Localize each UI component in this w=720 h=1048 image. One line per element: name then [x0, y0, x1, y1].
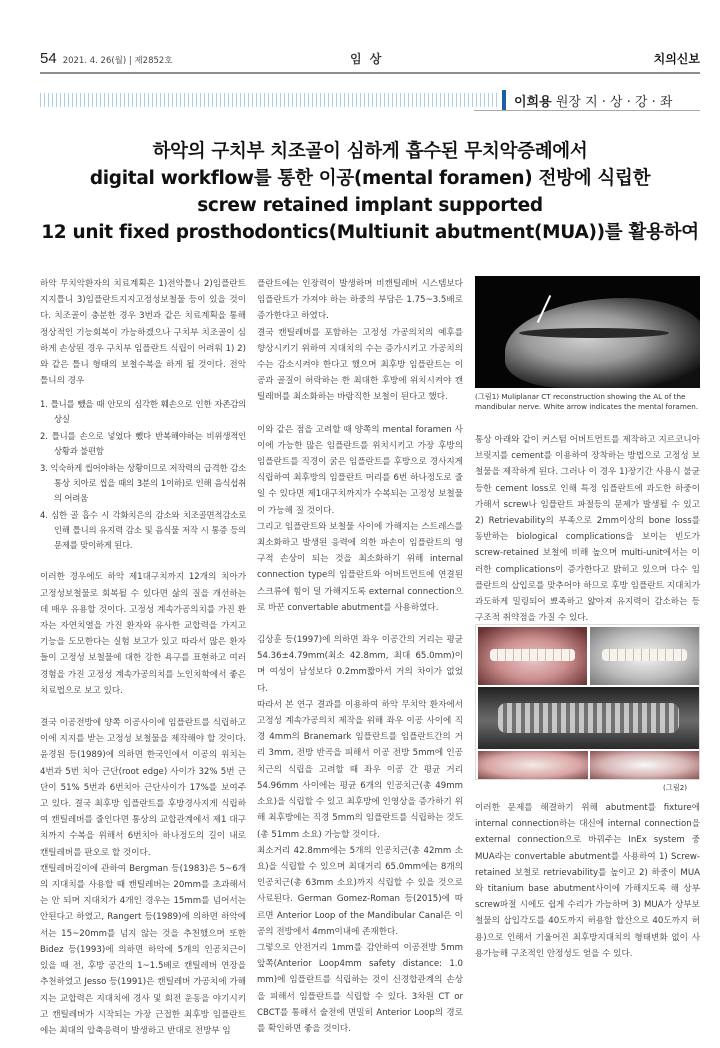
series-underline	[474, 110, 700, 111]
prosthesis-teeth	[490, 649, 575, 661]
headline-line: screw retained implant supported	[197, 195, 543, 216]
paragraph: 이와 같은 점을 고려할 때 양쪽의 mental foramen 사이에 가능한 많은 임플란트를 위치시키고 가장 후방의 임플란트를 직경이 굵은 임플란트를 후방으로 경사지게 식립하여 최후방의 임플란트 머리를 6번 하나정도로 줄일 수 있다면 제1대구치까지가 수복되는 고정성 보철물이 가능해 질 것이다.	[257, 424, 463, 516]
mandible-bone	[505, 298, 700, 388]
paragraph: 플란트에는 인장력이 발생하며 비캔틸레버 시스템보다 임플란트가 가져야 하는 하중의 부담은 1.75~3.5배로 증가한다고 하였다.	[257, 279, 463, 322]
xray-dentition	[498, 703, 679, 733]
list-item: 2. 틀니를 손으로 넣었다 뺐다 반복해야하는 비위생적인 상황과 불편함	[40, 431, 246, 457]
newspaper-name: 치의신보	[653, 52, 700, 66]
column-2	[257, 276, 463, 1037]
list-item: 1. 틀니를 뺐을 때 안모의 심각한 훼손으로 인한 자존감의 상실	[40, 399, 246, 425]
headline-line: 12 unit fixed prosthodontics(Multiunit abutment(MUA))를 활용하여	[41, 222, 699, 243]
paragraph: 캔틸레버길이에 관하여 Bergman 등(1983)은 5~6개의 지대치를 사용할 때 캔틸레버는 20mm를 초과해서는 안 되며 지대치가 4개인 경우는 15mm를 넘어서는 안된다고 하였고, Rangert 등(1989)에 의하면 하악에서는 15~20mm를 넘지 않는 것을 추천했으며 또한 Bidez 등(1993)에 의하면 하악에 5개의 인공치근이 있을 때 전, 후방 공간의 1~1.5배로 캔틸레버 연장을 추천하였고 Jesso 등(1991)은 캔틸레버 가공치에 가해지는 교합력은 지대치에 경사 및 회전 운동을 야기시키고 캔틸레버가 시작되는 가장 근접한 최후방 임플란트에는 최대의 압축응력이 발생하고 반대로 전방부 임	[40, 863, 246, 1036]
masthead	[40, 50, 700, 70]
issue-info: 2021. 4. 26(월) | 제2852호	[62, 56, 173, 66]
paragraph: 이러한 경우에도 하악 제1대구치까지 12개의 치아가 고정성보철물로 회복될 수 있다면 삶의 질을 개선하는데 매우 유용할 것이다. 고정성 계속가공의치를 가진 환자는 자연치열을 가진 환자와 유사한 교합력을 가지고 기능을 도모한다는 실험 보고가 있고 따라서 많은 환자들이 고정성 보철물에 대한 강한 욕구를 표현하고 여러 경험을 가진 고정성 계속가공의치를 노인치학에서 좋은 치료법으로 보고 있다.	[40, 572, 246, 696]
accent-bar	[502, 90, 506, 110]
list-item: 4. 심한 골 흡수 시 각화치은의 감소와 치조골면적감소로 인해 틀니의 유지력 감소 및 음식물 저작 시 통증 등의 문제를 맞이하게 된다.	[40, 510, 246, 551]
article-headline	[40, 138, 700, 246]
section-name: 임 상	[350, 52, 384, 66]
headline-line: digital workflow를 통한 이공(mental foramen) 전방에 식립한	[89, 168, 651, 189]
paragraph: 따라서 본 연구 결과를 이용하여 하악 무치악 환자에서 고정성 계속가공의치 제작을 위해 좌우 이공 사이에 직경 4mm의 Branemark 임플란트를 임플란트간의 거리 3mm, 전방 반곡을 피해서 이공 전방 5mm에 인공치근의 식립을 고려할 때 좌우 이공 간 평균 거리 54.96mm 사이에는 평균 6개의 인공치근(총 49mm 소요)을 식립할 수 있고 최후방에 인영상을 증가하기 위해 최후방에는 직경 5mm의 임플란트를 식립하는 것도(총 51mm 소요) 가능할 것이다.	[257, 699, 463, 840]
masthead-left	[40, 50, 173, 67]
paragraph: 결국 캔틸레버를 포함하는 고정성 가공의치의 예후를 향상시키기 위하여 지대치의 수는 증가시키고 가공치의 수는 감소시켜야 한다고 했으며 최후방 임플란트는 이공과 골질이 허락하는 한 최대한 후방에 위치시켜야 캔틸레버를 최소화하는 바람직한 보철이 된다고 했다.	[257, 327, 463, 403]
intraoral-photo	[478, 627, 587, 685]
series-label: 원장 지 · 상 · 강 · 좌	[551, 95, 673, 110]
column-1	[40, 276, 246, 1039]
masthead-rule	[40, 72, 700, 74]
figure-2-caption: (그림2)	[663, 783, 688, 792]
figure-1-caption: (그림1) Muliplanar CT reconstruction showing the AL of the mandibular nerve. White arrow indicates the mental foramen.	[475, 392, 699, 411]
prosthesis-teeth	[602, 649, 687, 661]
ct-scan-image	[475, 276, 700, 388]
author-name: 이희용	[514, 95, 552, 110]
reason-list	[40, 397, 246, 553]
column-3	[475, 432, 700, 626]
panoramic-xray	[478, 687, 699, 749]
headline-line: 하악의 구치부 치조골이 심하게 흡수된 무치악증례에서	[152, 141, 588, 162]
intraoral-photo	[590, 751, 699, 779]
series-title	[514, 91, 673, 110]
paragraph: 하악 무치악환자의 치료계획은 1)전악틀니 2)임플란트지지틀니 3)임플란트지지고정성보철물 등이 있을 것이다. 치조골이 충분한 경우 3번과 같은 치료계획을 통해 정상적인 기능회복이 가능하겠으나 구치부 치조골이 심하게 손상된 경우 구치부 임플란트 식립이 어려워 1) 2)와 같은 틀니 형태의 보철수복을 하게 될 것이다. 전악틀니의 경우	[40, 279, 246, 387]
clinical-photo-grid	[475, 624, 700, 780]
paragraph: 결국 이공전방에 양쪽 이공사이에 임플란트를 식립하고 이에 지지를 받는 고정성 보철물을 제작해야 할 것이다. 윤경원 등(1989)에 의하면 한국인에서 이공의 위치는 4번과 5번 치아 근단(root edge) 사이가 32% 5번 근단이 51% 5번과 6번치아 근단사이가 17%를 보여주고 있다. 결국 최후방 임플란트를 후방경사지게 식립하여 캔틸레버를 줄인다면 통상의 교합관계에서 제1 대구치까지 수복을 위해서 6번치아 하나정도의 길이 내로 캔틸레버를 판오로 할 것이다.	[40, 718, 246, 858]
paragraph: 이러한 문제를 해결하기 위해 abutment를 fixture에 internal connection하는 대신에 internal connection을 external connection으로 바꿔주는 InEx system 중 MUA라는 convertable abutment를 사용하여 1) Screw-retained 보철로 retrievability를 높이고 2) 하중이 MUA와 titanium base abutment사이에 가해지도록 해 상부 screw파절 시에도 쉽게 수리가 가능하며 3) MUA가 상부보철물의 삽입각도를 40도까지 허용함 합산으로 40도까지 허용)으로 인해서 기울어진 최후방지대치의 형태변화 없이 사용가능해 구조적인 안정성도 얻을 수 있다.	[475, 803, 700, 959]
paragraph: 그리고 임플란트와 보철물 사이에 가해지는 스트레스를 최소화하고 발생된 응력에 의한 파손이 임플란트의 영구적 손상이 되는 것을 최소화하기 위해 internal connection type의 임플란트와 어버트먼트에 연결된 스크류에 힘이 덜 가해지도록 external connection으로 바꾼 convertable abutment를 사용하였다.	[257, 521, 463, 613]
nerve-canal	[519, 328, 669, 338]
dotted-pattern	[40, 93, 498, 107]
paragraph: 김상훈 등(1997)에 의하면 좌우 이공간의 거리는 평균 54.36±4.79mm(최소 42.8mm, 최대 65.0mm)이며 여성이 남성보다 0.2mm짧아서 거의 차이가 없었다.	[257, 635, 463, 694]
paragraph: 그렇으로 안전거리 1mm를 감안하여 이공전방 5mm앞쪽(Anterior Loop4mm safety distance: 1.0 mm)에 임플란트를 식립하는 것이 신경합관계의 손상을 피해서 임플란트를 식립할 수 있다. 3차원 CT or CBCT를 통해서 술전에 면밀히 Anterior Loop의 경로를 확인하면 좋을 것이다.	[257, 942, 463, 1034]
paragraph: 통상 아래와 같이 커스텀 어버트먼트를 제작하고 지르코니아 브릿지를 cement를 이용하여 장착하는 방법으로 고정성 보철물을 제작하게 된다. 그러나 이 경우 1)장기간 사용시 불균등한 cement loss로 인해 특정 임플란트에 과도한 하중이 가해서 screw나 임플란트 파절등의 문제가 발생될 수 있고 2) Retrievability의 부족으로 2mm이상의 bone loss를 동반하는 biological complications을 보이는 빈도가 screw-retained 보철에 비해 높으며 multi-unit에서는 이러한 complications이 증가한다고 밝히고 있으며 다수 임플란트의 삽입로를 맞추어야 하므로 후방 임플란트 지대치가 과도하게 밀링되어 뾰족하고 얇아져 유지력이 감소하는 등 구조적 취약점을 가질 수 있다.	[475, 435, 700, 624]
column-3-continued	[475, 800, 700, 962]
paragraph: 최소거리 42.8mm에는 5개의 인공치근(총 42mm 소요)을 식립할 수 있으며 최대거리 65.0mm에는 8개의 인공치근(총 63mm 소요)까지 식립할 수 있을 것으로 사료된다. German Gomez-Roman 등(2015)에 따르면 Anterior Loop of the Mandibular Canal은 이공의 전방에서 4mm이내에 존재한다.	[257, 845, 463, 937]
prosthesis-photo	[590, 627, 699, 685]
series-band	[40, 90, 700, 110]
intraoral-photo	[478, 751, 588, 779]
page-number: 54	[40, 50, 57, 67]
list-item: 3. 익숙하게 씹어야하는 상황이므로 저작력의 급격한 감소 통상 치아로 씹을 때의 3분의 1이하)로 인해 음식섭취의 어려움	[40, 463, 246, 504]
